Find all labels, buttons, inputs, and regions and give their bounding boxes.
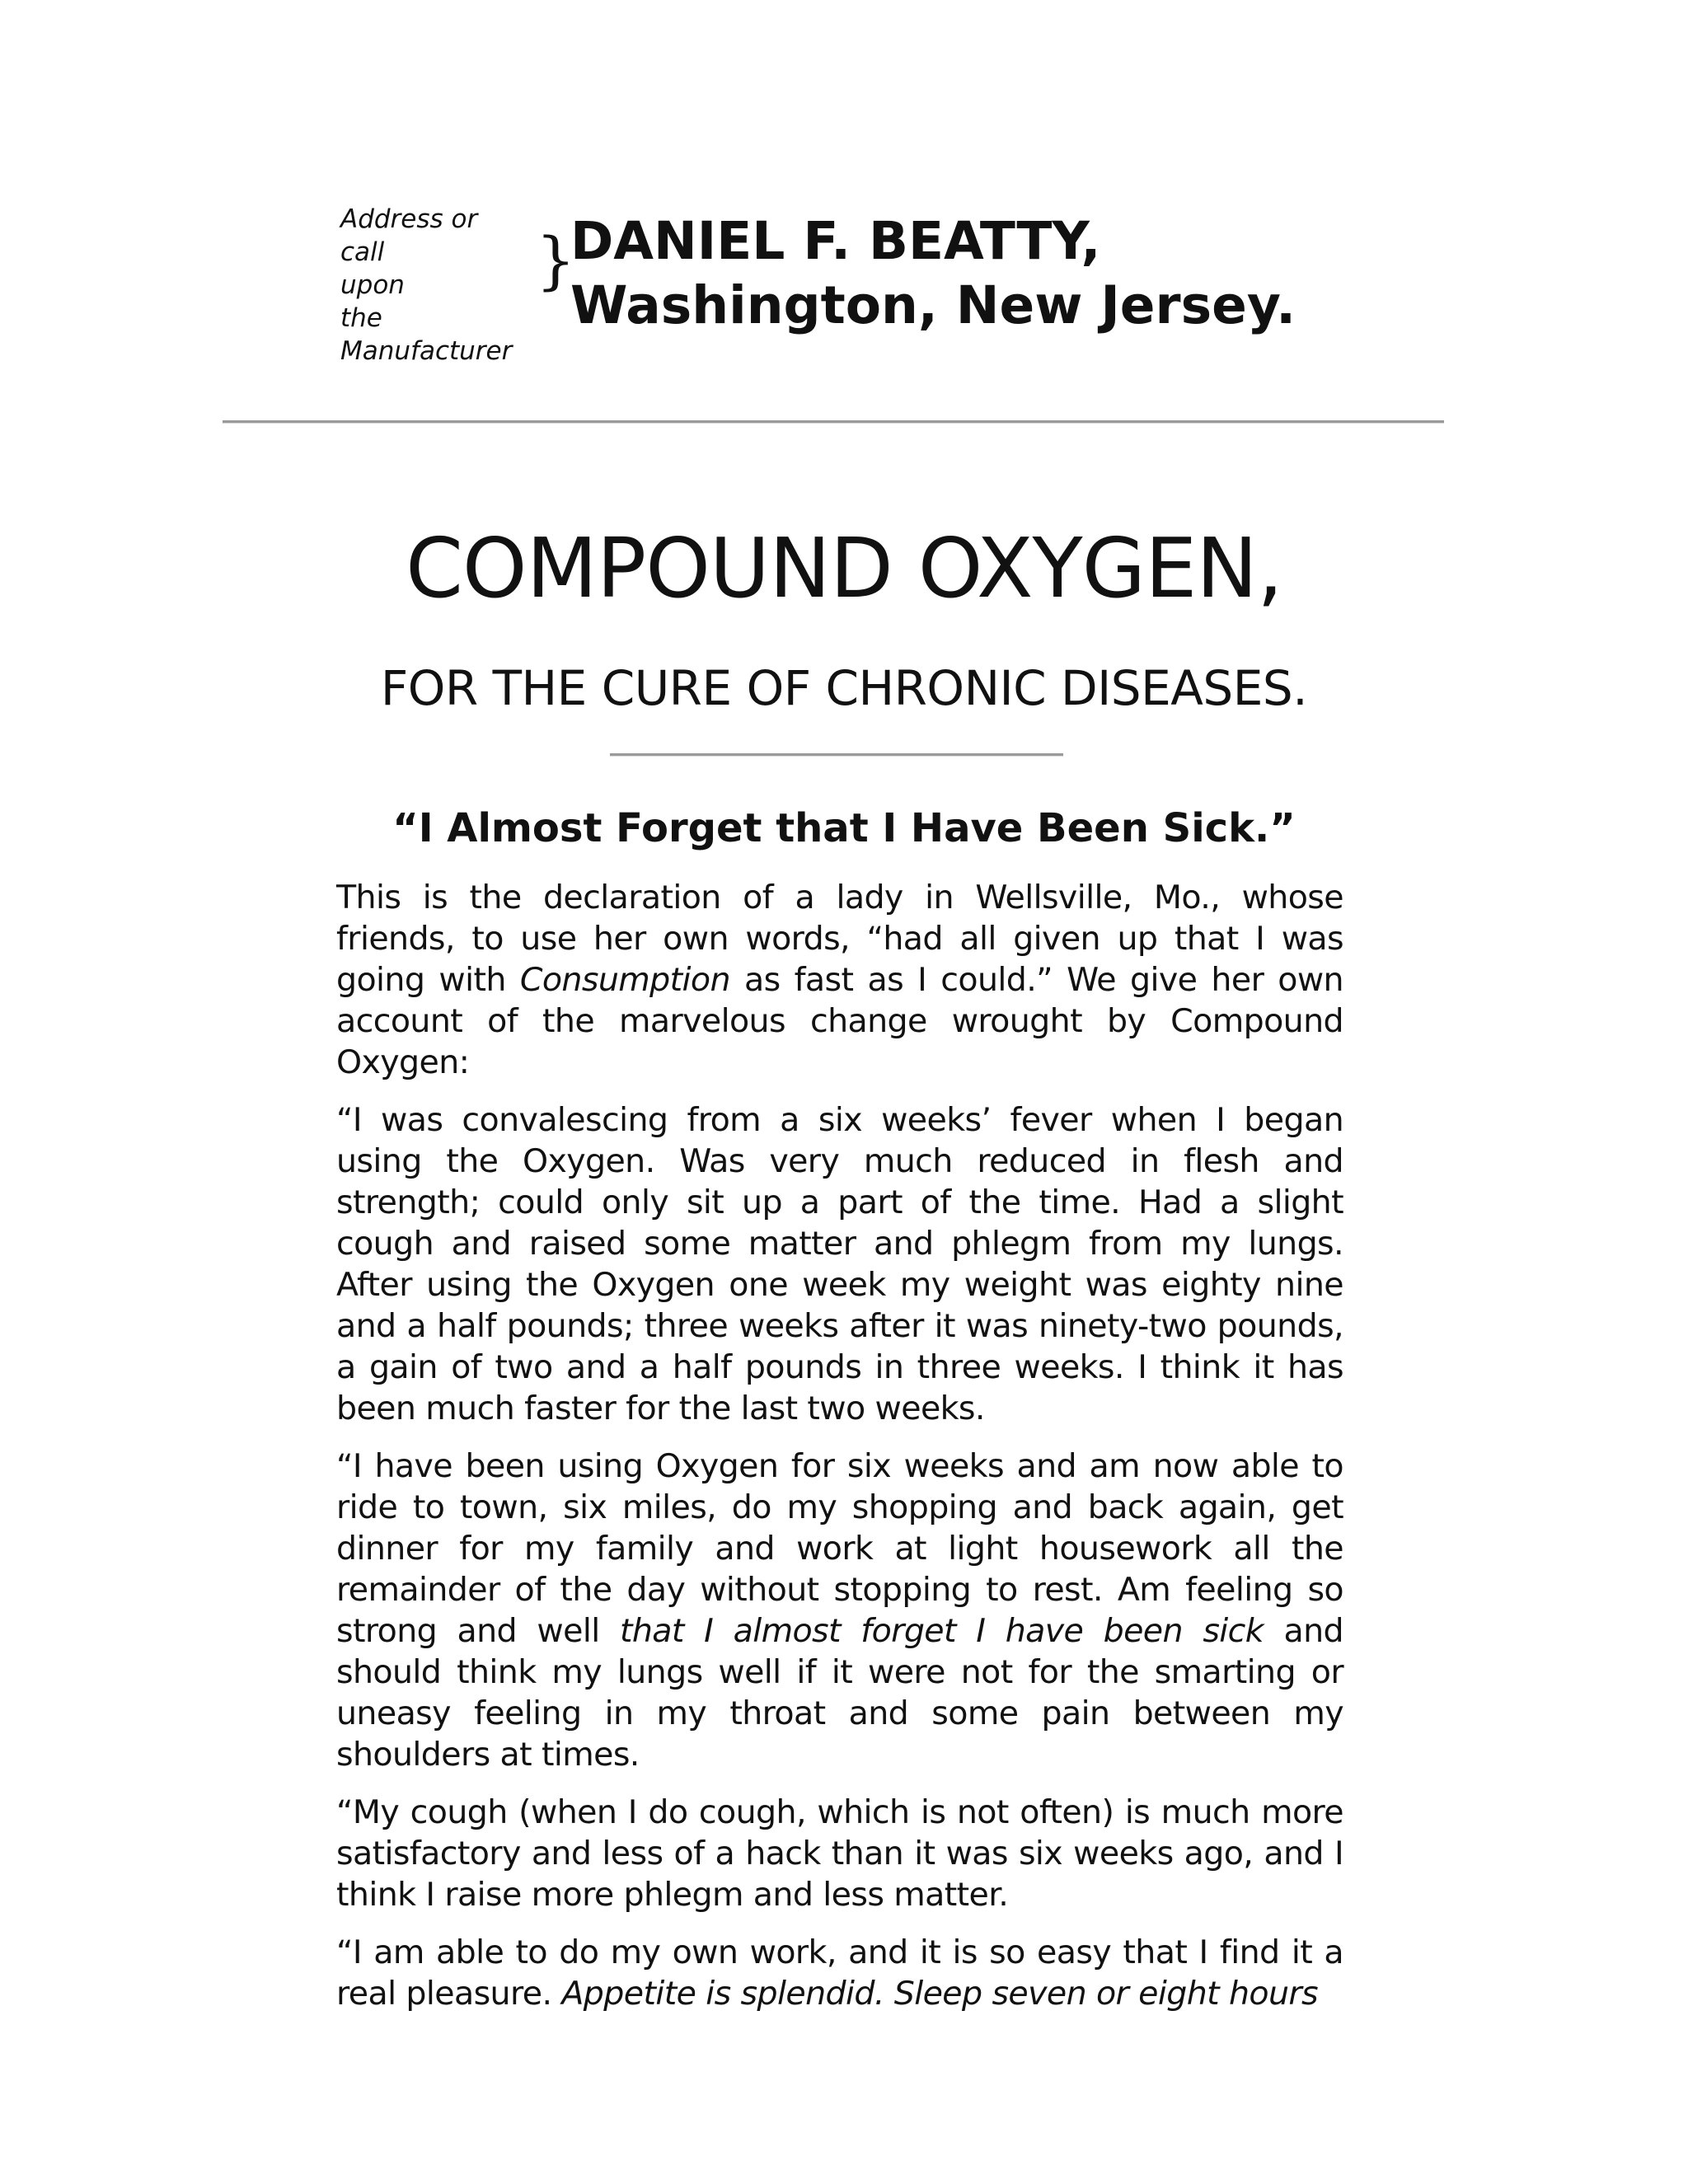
address-label-line: Address or call — [340, 204, 478, 267]
manufacturer-location: Washington, New Jersey. — [570, 275, 1296, 335]
paragraph-text: as fast as I could.” We give her own account of the marvelous change wrought by Compound Oxygen: — [336, 961, 1343, 1081]
paragraph — [336, 877, 1343, 1083]
paragraph — [336, 1446, 1343, 1775]
paragraph: “I was convalescing from a six weeks’ fever when I began using the Oxygen. Was very much reduced in flesh and strength; could only sit up a part of the time. Had a slight cough and raised some matter and phlegm from my lungs. After using the Oxygen one week my weight was eighty nine and a half pounds; three weeks after it was ninety-two pounds, a gain of two and a half pounds in three weeks. I think it has been much faster for the last two weeks. — [336, 1101, 1343, 1427]
paragraph-text: “I am able to do my own work, and it is so easy that I find it a real pleasure. — [336, 1933, 1343, 2013]
address-label-line: upon — [340, 270, 405, 300]
section-heading: “I Almost Forget that I Have Been Sick.” — [392, 805, 1296, 851]
paragraph: “My cough (when I do cough, which is not often) is much more satisfactory and less of a hack than it was six weeks ago, and I think I raise more phlegm and less matter. — [336, 1793, 1343, 1914]
horizontal-rule — [223, 420, 1444, 424]
paragraph-text: This is the declaration of a lady in Wellsville, Mo., whose friends, to use her own words, “had all given up that I was going with — [336, 879, 1343, 999]
paragraph — [336, 1932, 1343, 2014]
short-rule — [610, 753, 1063, 757]
address-label — [340, 203, 522, 368]
address-label-line: Manufacturer — [340, 336, 513, 366]
body-text — [336, 877, 1343, 2014]
paragraph-text: “I have been using Oxygen for six weeks and am now able to ride to town, six miles, do my shopping and back again, get dinner for my family and work at light housework all the remainder of the day without stopping to rest. Am feeling so strong and well — [336, 1447, 1343, 1650]
address-label-line: the — [340, 303, 382, 333]
manufacturer-name: DANIEL F. BEATTY, — [570, 211, 1101, 271]
paragraph-emphasis: Appetite is splendid. Sleep seven or eight hours — [561, 1975, 1319, 2013]
paragraph-emphasis: Consumption — [519, 961, 730, 999]
paragraph-emphasis: that I almost forget I have been sick — [619, 1612, 1264, 1650]
page-title: COMPOUND OXYGEN, — [406, 520, 1282, 616]
paragraph-text: and should think my lungs well if it were not for the smarting or uneasy feeling in my throat and some pain between my shoulders at times. — [336, 1612, 1343, 1774]
brace-glyph: } — [536, 223, 576, 297]
manufacturer-block — [570, 209, 1296, 338]
page-subtitle: FOR THE CURE OF CHRONIC DISEASES. — [380, 660, 1308, 716]
